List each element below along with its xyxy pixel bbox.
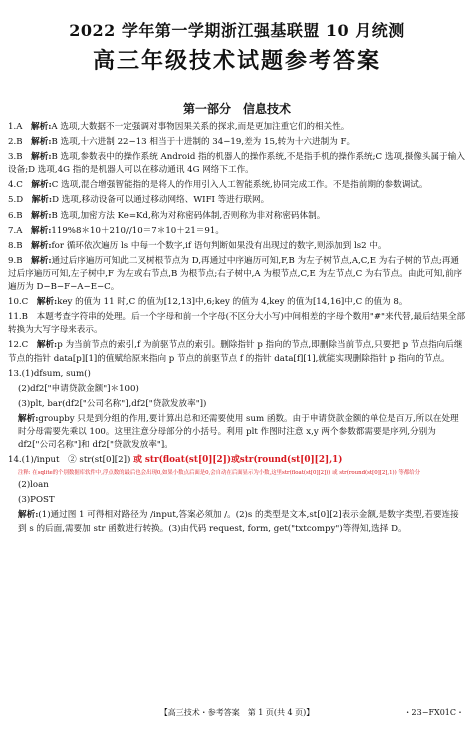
analysis-label: 解析: (31, 225, 52, 236)
analysis-text: D 选项,移动设备可以通过移动网络、WIFI 等进行联网。 (52, 195, 270, 206)
analysis-label: 解析: (31, 240, 52, 251)
question-number: 7.A (8, 225, 23, 236)
analysis-label: 解析: (31, 137, 52, 148)
answer-item (8, 368, 466, 381)
section-heading: 第一部分 信息技术 (182, 102, 291, 116)
answer-item (8, 509, 466, 535)
answer-line: (3)POST (18, 495, 55, 506)
answer-line: (2)loan (18, 480, 49, 491)
answer-item (8, 136, 466, 149)
answer-line: (1)/input ② str(st[0][2]) (21, 455, 131, 466)
question-number: 6.B (8, 210, 23, 221)
answer-item (8, 210, 466, 223)
footer-page-info: 【高三技术・参考答案 第 1 页(共 4 页)】 (159, 708, 315, 717)
analysis-text: B 选项,参数表中的操作系统 Android 指的机器人的操作系统,不是指手机的操作系统;C 选项,摄像头属于输入设备;D 选项,4G 指的是机器人可以在移动通讯 4G 网络下工作。 (8, 152, 465, 176)
analysis-text: B 选项,十六进制 22−13 相当于十进制的 34−19,差为 15,转为十六进制为 F。 (51, 137, 356, 148)
analysis-text: A 选项,大数据不一定强调对事物因果关系的探求,而是更加注重它们的相关性。 (51, 122, 350, 132)
exam-title: 2022 学年第一学期浙江强基联盟 10 月统测 (69, 21, 405, 40)
answer-item (8, 454, 466, 467)
answer-item (8, 413, 466, 452)
answer-item (8, 121, 466, 134)
analysis-text: (1)通过图 1 可得相对路径为 /input,答案必须加 /。(2)s 的类型是文本,st[0][2]表示金额,是数字类型,若要连接到 s 的后面,需要加 str 函数进行转换。(3)由代码 request, form, get("txtcompy")等得知,选择 D。 (18, 510, 459, 534)
analysis-label: 解析: (31, 210, 52, 221)
analysis-text: C 选项,混合增强智能指的是将人的作用引入人工智能系统,协同完成工作。不是指前期的参数调试。 (51, 180, 428, 191)
analysis-label: 解析: (18, 413, 39, 424)
answer-item (8, 255, 466, 294)
question-number: 1.A (8, 122, 23, 132)
question-number: 3.B (8, 152, 23, 163)
analysis-label: 解析: (18, 510, 39, 521)
answer-item (8, 151, 466, 177)
analysis-label: 解析: (31, 152, 52, 163)
grading-note: 注释: 在sqlite的个别数据库软件中,浮点数的最后也会出现0,如果小数点后面是0,会自动在后面显示为小数,这里str(float(st[0][2])) 或 str(round(st[0][2],1)) 等都给分 (18, 470, 420, 477)
analysis-label: 解析: (36, 340, 58, 351)
alternative-answer: 或 str(float(st[0][2])或str(round(st[0][2],1) (133, 455, 343, 466)
analysis-text: 本题考查字符串的处理。后一个字母和前一个字母(不区分大小写)中间相差的字母个数用"#"来代替,最后结果全部转换为大写字母来表示。 (8, 312, 466, 336)
answer-item (8, 179, 466, 192)
exam-subtitle: 高三年级技术试题参考答案 (92, 48, 381, 74)
question-number: 13. (8, 368, 22, 379)
answer-body (8, 121, 466, 538)
analysis-text: B 选项,加密方法 Ke=Kd,称为对称密码体制,否则称为非对称密码体制。 (51, 210, 326, 221)
question-number: 9.B (8, 255, 23, 266)
answer-line: (2)df2["申请贷款金额"]＊100) (18, 383, 139, 394)
answer-item (8, 339, 466, 365)
question-number: 10.C (8, 297, 29, 308)
answer-item (8, 311, 466, 337)
analysis-label: 解析: (31, 255, 52, 266)
question-number: 8.B (8, 240, 23, 251)
analysis-text: groupby 只是到分组的作用,要计算出总和还需要使用 sum 函数。由于申请贷款金额的单位是百万,所以在处理时分母需要先乘以 100。这里注意分母部分的小括号。利用 plt 作图时注意 x,y 两个参数都需要是序列,分别为 df2["公司名称"]和 df2["贷款发放率"]。 (18, 413, 459, 451)
analysis-label: 解析: (36, 297, 58, 308)
analysis-text: p 为当前节点的索引,f 为前驱节点的索引。删除指针 p 指向的节点,即删除当前节点,只要把 p 节点指向后继节点的指针 data[p][1]的值赋给原来指向 p 节点的前驱节点 f 的指针 data[f][1],就能实现删除指针 p 指向的节点。 (8, 340, 463, 364)
answer-item (8, 194, 466, 207)
question-number: 5.D (8, 195, 24, 206)
answer-item (8, 240, 466, 253)
question-number: 11.B (8, 312, 28, 323)
answer-line: (3)plt, bar(df2["公司名称"],df2["贷款发放率"]) (18, 398, 207, 409)
question-number: 4.C (8, 180, 23, 191)
answer-item (8, 225, 466, 238)
analysis-text: 119%8＊10＋210//10＝7＊10＋21＝91。 (51, 225, 224, 236)
analysis-text: key 的值为 11 时,C 的值为[12,13]中,6;key 的值为 4,key 的值为[14,16]中,C 的值为 8。 (57, 297, 408, 308)
analysis-text: for 循环依次遍历 ls 中每一个数字,if 语句判断如果没有出现过的数字,则添加到 ls2 中。 (51, 240, 387, 251)
question-number: 14. (8, 455, 22, 466)
analysis-label: 解析: (31, 180, 52, 191)
question-number: 2.B (8, 137, 23, 148)
answer-item (8, 296, 466, 309)
analysis-label: 解析: (31, 195, 53, 206)
answer-line: (1)dfsum, sum() (21, 368, 91, 379)
footer-code: ・23−FX01C・ (403, 708, 464, 717)
question-number: 12.C (8, 340, 29, 351)
analysis-label: 解析: (31, 122, 52, 132)
analysis-text: 通过后序遍历可知此二叉树根节点为 D,再通过中序遍历可知,F,B 为左子树节点,A,C,E 为右子树的节点;再通过后序遍历可知,左子树中,F 为左或右节点,B 为根节点;右子树中,A 为根节点,C,E 为左节点,C 为右节点。由此可知,前序遍历为 D−B−F−A−E−C。 (8, 255, 463, 293)
